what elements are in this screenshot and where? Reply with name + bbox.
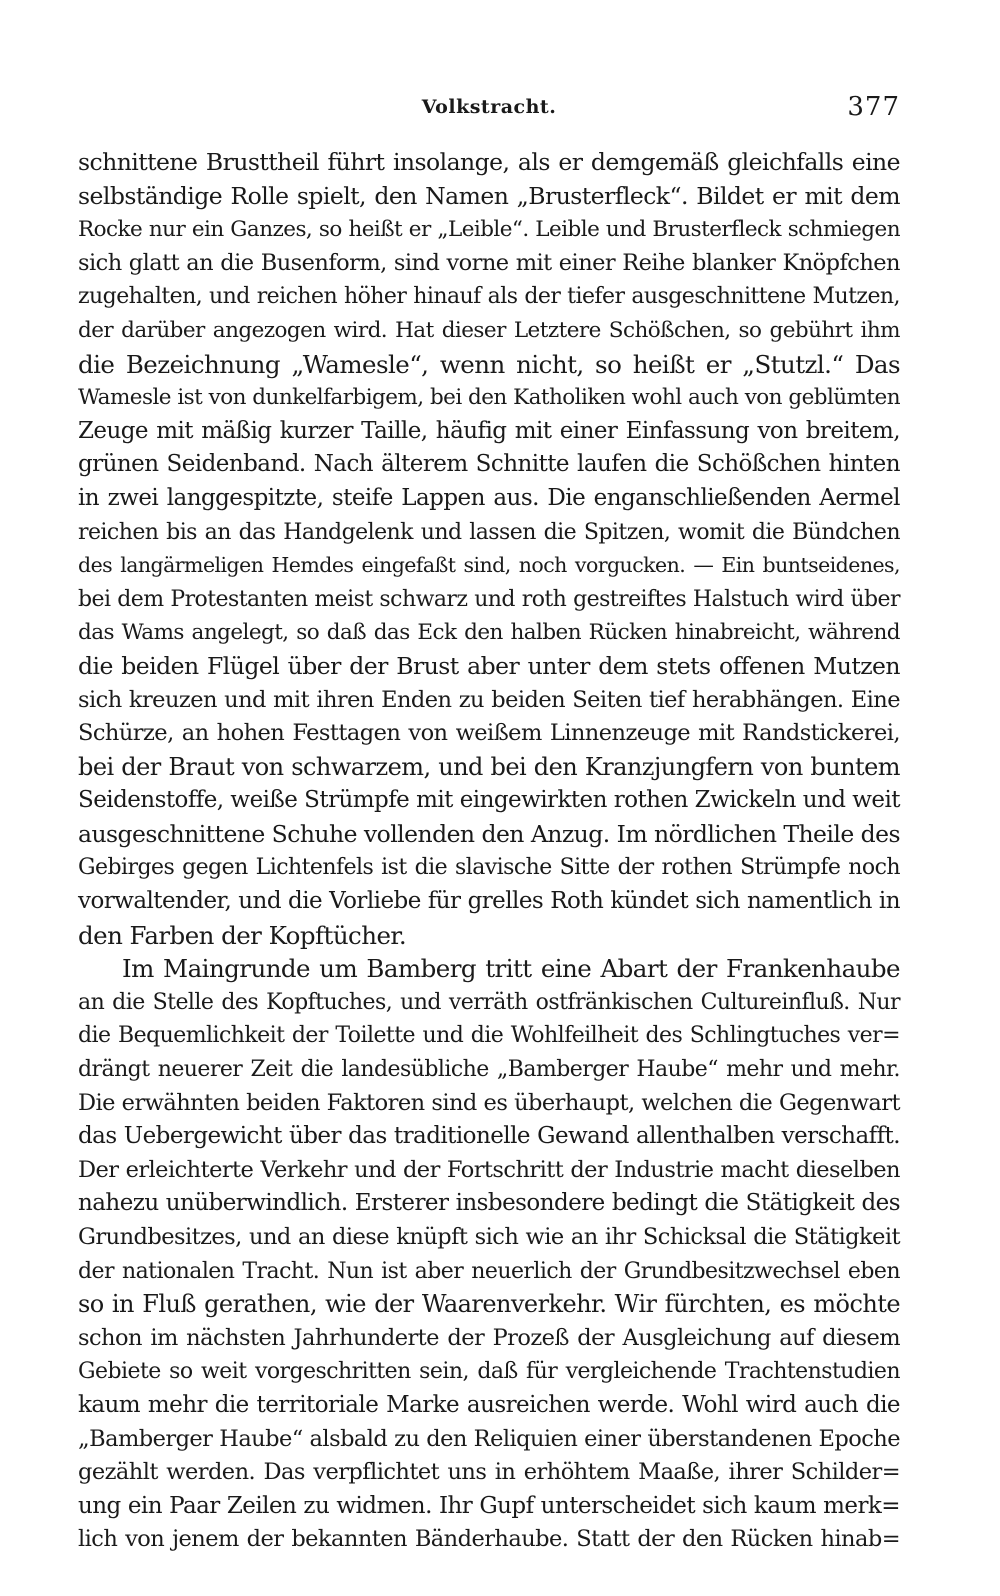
text-line: das Wams angelegt, so daß das Eck den halben Rücken hinabreicht, während (78, 620, 900, 646)
text-line: nahezu unüberwindlich. Ersterer insbesondere bedingt die Stätigkeit des (78, 1190, 900, 1217)
body-text (78, 146, 900, 1557)
text-line: die Bezeichnung „Wamesle“, wenn nicht, so heißt er „Stutzl.“ Das (78, 349, 900, 379)
running-title: Volkstracht. (421, 96, 557, 118)
text-line: „Bamberger Haube“ alsbald zu den Reliquien einer überstandenen Epoche (78, 1425, 900, 1452)
text-line: Wamesle ist von dunkelfarbigem, bei den Katholiken wohl auch von geblümten (78, 385, 900, 411)
text-line: bei der Braut von schwarzem, und bei den Kranzjungfern von buntem (78, 752, 900, 781)
text-line: die beiden Flügel über der Brust aber unter dem stets offenen Mutzen (78, 651, 900, 680)
text-line: der darüber angezogen wird. Hat dieser Letztere Schößchen, so gebührt ihm (78, 317, 900, 343)
text-line: Die erwähnten beiden Faktoren sind es überhaupt, welchen die Gegenwart (78, 1089, 900, 1116)
text-line: Im Maingrunde um Bamberg tritt eine Abart der Frankenhaube (122, 954, 900, 984)
text-line: des langärmeligen Hemdes eingefaßt sind, noch vorgucken. — Ein buntseidenes, (78, 553, 900, 578)
text-line: drängt neuerer Zeit die landesübliche „Bamberger Haube“ mehr und mehr. (78, 1057, 900, 1083)
text-line: schnittene Brusttheil führt insolange, als er demgemäß gleichfalls eine (78, 148, 900, 176)
text-line: Der erleichterte Verkehr und der Fortschritt der Industrie macht dieselben (78, 1156, 900, 1183)
page-number: 377 (847, 92, 900, 122)
text-line: in zwei langgespitzte, steife Lappen aus. Die enganschließenden Aermel (78, 484, 900, 511)
text-line: reichen bis an das Handgelenk und lassen die Spitzen, womit die Bündchen (78, 519, 900, 545)
text-line: schon im nächsten Jahrhunderte der Prozeß der Ausgleichung auf diesem (78, 1324, 900, 1351)
paragraph (78, 146, 900, 952)
text-line: die Bequemlichkeit der Toilette und die Wohlfeilheit des Schlingtuches ver= (78, 1023, 900, 1049)
text-line: zugehalten, und reichen höher hinauf als der tiefer ausgeschnittene Mutzen, (78, 284, 900, 310)
text-line: gezählt werden. Das verpflichtet uns in erhöhtem Maaße, ihrer Schilder= (78, 1459, 900, 1486)
text-line: Gebiete so weit vorgeschritten sein, daß für vergleichende Trachtenstudien (78, 1359, 900, 1385)
paragraph (78, 952, 900, 1557)
text-line: der nationalen Tracht. Nun ist aber neuerlich der Grundbesitzwechsel eben (78, 1258, 900, 1284)
text-line: vorwaltender, und die Vorliebe für grelles Roth kündet sich namentlich in (78, 888, 900, 915)
text-line: Seidenstoffe, weiße Strümpfe mit eingewirkten rothen Zwickeln und weit (78, 787, 900, 814)
text-line: lich von jenem der bekannten Bänderhaube. Statt der den Rücken hinab= (78, 1526, 900, 1553)
text-line: das Uebergewicht über das traditionelle Gewand allenthalben verschafft. (78, 1123, 900, 1150)
text-line: selbständige Rolle spielt, den Namen „Brusterfleck“. Bildet er mit dem (78, 181, 900, 210)
text-line: ausgeschnittene Schuhe vollenden den Anzug. Im nördlichen Theile des (78, 819, 900, 848)
text-line: grünen Seidenband. Nach älterem Schnitte laufen die Schößchen hinten (78, 451, 900, 478)
text-line: Schürze, an hohen Festtagen von weißem Linnenzeuge mit Randstickerei, (78, 720, 900, 747)
text-line: sich glatt an die Busenform, sind vorne mit einer Reihe blanker Knöpfchen (78, 249, 900, 276)
text-line: ung ein Paar Zeilen zu widmen. Ihr Gupf unterscheidet sich kaum merk= (78, 1492, 900, 1519)
text-line: Grundbesitzes, und an diese knüpft sich wie an ihr Schicksal die Stätigkeit (78, 1224, 900, 1250)
text-line: bei dem Protestanten meist schwarz und roth gestreiftes Halstuch wird über (78, 586, 900, 612)
text-line: den Farben der Kopftücher. (78, 920, 407, 950)
text-line: Gebirges gegen Lichtenfels ist die slavische Sitte der rothen Strümpfe noch (78, 855, 900, 881)
text-line: Rocke nur ein Ganzes, so heißt er „Leible“. Leible und Brusterfleck schmiegen (78, 217, 900, 243)
text-line: kaum mehr die territoriale Marke ausreichen werde. Wohl wird auch die (78, 1391, 900, 1418)
text-line: an die Stelle des Kopftuches, und verräth ostfränkischen Cultureinfluß. Nur (78, 989, 900, 1015)
text-line: so in Fluß gerathen, wie der Waarenverkehr. Wir fürchten, es möchte (78, 1290, 900, 1319)
running-header (78, 92, 900, 132)
text-line: sich kreuzen und mit ihren Enden zu beiden Seiten tief herabhängen. Eine (78, 686, 900, 713)
text-line: Zeuge mit mäßig kurzer Taille, häufig mit einer Einfassung von breitem, (78, 417, 900, 444)
